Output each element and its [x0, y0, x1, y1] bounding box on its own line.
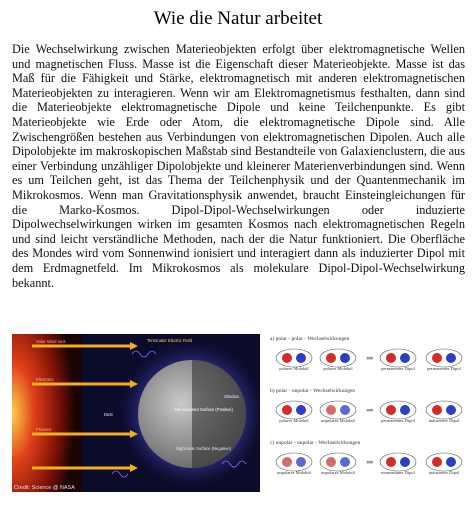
- row-title: c) unpolar - unpolar - Wechselwirkungen: [270, 440, 361, 446]
- dipole-molecule: [380, 349, 416, 367]
- row-title: b) polar - unpolar - Wechselwirkungen: [270, 388, 356, 394]
- molecule-label: polares Molekül: [323, 366, 353, 371]
- label-terminator: Terminator Electric Field: [147, 338, 192, 343]
- row-labels: [266, 470, 466, 478]
- dipole-molecule: [426, 401, 462, 419]
- dipole-interactions-figure: [266, 334, 466, 492]
- label-night-surface: Night-side Surface (Negative): [176, 446, 231, 451]
- label-shadow: Shadow: [224, 394, 240, 399]
- arrow-icon: ⇒: [366, 457, 374, 467]
- dipole-molecule: [380, 401, 416, 419]
- page-title: Wie die Natur arbeitet: [153, 8, 323, 29]
- dipole-molecule: [380, 453, 416, 471]
- row-labels: [266, 418, 466, 426]
- dipole-molecule: [426, 453, 462, 471]
- body-paragraph: Die Wechselwirkung zwischen Materieobjekten erfolgt über elektromagnetische Wellen und magnetischen Fluss. Masse ist die Eigenschaft dieser Materieobjekte. Masse ist das Maß für die Fähigkeit und Stärke, elektromagnetisch mit anderen elektromagnetischen Materieobjekten zu interagieren. Wenn wir am Elektromagnetismus festhalten, dann sind die Materieobjekte elektromagnetische Dipole und keine Teilchenpunkte. Es gibt Materieobjekte wie Erde oder Atom, die elektromagnetische Dipole sind. Alle Zwischengrößen bestehen aus Verbindungen von elektromagnetischen Dipolen. Auch alle Dipolobjekte im makroskopischen Maßstab sind Bestandteile von Galaxienclustern, die aus einer Verbindung unzähliger Dipolobjekte und kleinerer Materienverbindungen sind. Wenn es um Teilchen geht, ist das Thema der Teilchenphysik und der Quantenmechanik im Mikrokosmos. Wenn man Gravitationsphysik anwendet, braucht Einsteingleichungen für die Marko-Kosmos. Dipol-Dipol-Wechselwirkungen oder induzierte Dipolwechselwirkungen wirken im gesamten Kosmos nach elektromagnetischen Regeln und sind leicht verständliche Methoden, nach der die Natur funktioniert. Die Oberfläche des Mondes wird vom Sonnenwind ionisiert und interagiert dann als induzierter Dipol mit dem Erdmagnetfeld. Im Mikrokosmos als molekulare Dipol-Dipol-Wechselwirkung bekannt.: [12, 42, 465, 290]
- molecule-label: unpolares Molekül: [321, 418, 355, 423]
- molecule-label: polares Molekül: [279, 366, 309, 371]
- moon-illustration: [12, 334, 260, 492]
- molecule-label: permanenter Dipol: [381, 418, 415, 423]
- arrow-icon: ⇒: [366, 353, 374, 363]
- molecule-label: permanenter Dipol: [427, 366, 461, 371]
- moon-solar-wind-figure: [12, 334, 260, 492]
- dipole-molecule: [276, 453, 312, 471]
- label-dust: Dust: [104, 412, 113, 417]
- label-sunlit-surface: Sun-exposed Surface (Positive): [174, 407, 233, 412]
- molecule-label: polares Molekül: [279, 418, 309, 423]
- molecule-label: unpolares Molekül: [321, 470, 355, 475]
- label-photons: Photons: [36, 427, 52, 432]
- molecule-label: unpolares Molekül: [277, 470, 311, 475]
- label-electrons: Electrons: [36, 377, 54, 382]
- dipole-molecule: [320, 453, 356, 471]
- row-title: a) polar - polar - Wechselwirkungen: [270, 336, 350, 342]
- molecule-label: momentaner Dipol: [381, 470, 415, 475]
- dipole-row-unpolar-unpolar: [266, 440, 466, 488]
- dipole-row-polar-polar: [266, 336, 466, 384]
- dipole-molecule: [276, 349, 312, 367]
- image-credit: Credit: Science @ NASA: [14, 485, 75, 491]
- molecule-label: induzierter Dipol: [428, 470, 460, 475]
- dipole-molecule: [320, 349, 356, 367]
- dipole-molecule: [426, 349, 462, 367]
- label-solar-wind: Solar Wind Ions: [36, 339, 66, 344]
- row-labels: [266, 366, 466, 374]
- dipole-molecule: [320, 401, 356, 419]
- molecule-label: permanenter Dipol: [381, 366, 415, 371]
- arrow-icon: ⇒: [366, 405, 374, 415]
- dipole-row-polar-unpolar: [266, 388, 466, 436]
- dipole-molecule: [276, 401, 312, 419]
- molecule-label: induzierter Dipol: [428, 418, 460, 423]
